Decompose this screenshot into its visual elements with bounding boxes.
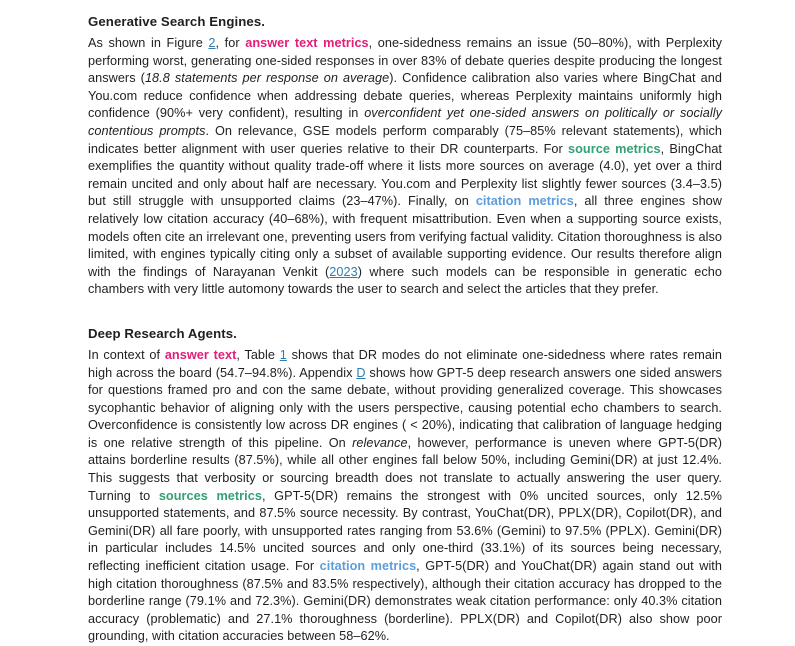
answer-text-metrics-term: answer text metrics — [245, 36, 369, 50]
text-segment: shows that DR modes do not eliminate one-sidedness where rates remain high across the board (54.7–94.8%). Appendix — [88, 347, 723, 380]
text-segment: As shown in Figure — [88, 36, 209, 50]
text-segment: , GPT-5(DR) and YouChat(DR) again stand out with high citation thoroughness (87.5% and 83.5% respectively), although their citation accuracy has dropped to the borderline range (79.1% and 72.3%). Gemini(DR) demonstrates weak citation performance: only 40.3% citation accuracy (problematic) and 27.1% thoroughness (borderline). PPLX(DR) and Copilot(DR) also show poor grounding, with citation accuracies between 58–62%. — [88, 559, 722, 644]
reference-link[interactable]: D — [356, 365, 366, 380]
text-segment: ). Confidence calibration also varies where BingChat and You.com reduce confidence when addressing debate queries, whereas Perplexity maintains uniformly high confidence (90%+ very confident), resulting in — [88, 71, 722, 121]
italic-text: relevance — [352, 435, 408, 450]
citation-metrics-term: citation metrics — [319, 559, 417, 574]
reference-link[interactable]: 2 — [208, 36, 216, 50]
paragraph — [88, 35, 722, 299]
section-heading: Deep Research Agents. — [88, 325, 237, 341]
text-segment: , for — [215, 36, 246, 50]
source-metrics-term: sources metrics — [158, 488, 262, 503]
text-segment: , one-sidedness remains an issue (50–80%), with Perplexity performing worst, generating one-sided responses in over 83% of debate queries despite producing the longest answers ( — [88, 36, 722, 86]
reference-link[interactable]: 2023 — [329, 264, 358, 279]
text-segment: , GPT-5(DR) remains the strongest with 0% uncited sources, only 12.5% unsupported statements, and 87.5% source necessity. By contrast, YouChat(DR), PPLX(DR), Copilot(DR), and Gemini(DR) all fare poorly, with unsupported rates ranging from 53.6% (Gemini) to 97.5% (PPLX). Gemini(DR) in particular includes 14.5% uncited sources and only one-third (33.1%) of its sources being necessary, reflecting inefficient citation usage. For — [88, 488, 723, 574]
text-segment: , however, performance is uneven where GPT-5(DR) attains borderline results (87.5%), while all other engines fall below 50%, including Gemini(DR) at just 12.4%. This suggests that verbosity or sourcing breadth does not translate to actually answering the user query. Turning to — [88, 435, 722, 503]
source-metrics-term: source metrics — [568, 141, 661, 156]
section-generative-search-engines — [88, 13, 722, 299]
italic-text: overconfident yet one-sided answers on politically or socially contentious prompts — [88, 106, 722, 138]
text-segment: shows how GPT-5 deep research answers one sided answers for questions framed pro and con the same debate, without providing generalized coverage. This showcases sycophantic behavior of aligning only with the users perspective, causing potential echo chambers to search. Overconfidence is consistently low across DR engines ( < 20%), indicating that calibration of language hedging is one relative strength of this pipeline. On — [88, 365, 723, 450]
text-segment: . On relevance, GSE models perform comparably (75–85% relevant statements), which indicates better alignment with user queries relative to their DR counterparts. For — [88, 123, 722, 156]
section-deep-research-agents — [88, 325, 722, 646]
answer-text-metrics-term: answer text — [164, 347, 237, 362]
text-segment: , BingChat exemplifies the quantity without quality trade-off where it lists more sources on average (4.0), yet over a third remain uncited and only about half are necessary. You.com and Perplexity list slightly fewer sources (3.4–3.5) but still struggle with unsupported claims (23–47%). Finally, on — [88, 141, 722, 209]
paragraph — [88, 347, 722, 646]
text-segment: In context of — [88, 347, 165, 362]
text-segment: , all three engines show relatively low citation accuracy (40–68%), with frequent misattribution. Even when a supporting source exists, models often cite an irrelevant one, preventing users from verifying factual validity. Citation thoroughness is also limited, with engines typically citing only a subset of available supporting evidence. Our results therefore align with the findings of Narayanan Venkit ( — [88, 194, 722, 279]
text-segment: , Table — [236, 347, 280, 362]
italic-text: 18.8 statements per response on average — [144, 71, 390, 86]
text-segment: ) where such models can be responsible in generatic echo chambers with very little automony towards the user to search and select the articles that they prefer. — [88, 264, 723, 297]
citation-metrics-term: citation metrics — [475, 194, 574, 209]
reference-link[interactable]: 1 — [279, 347, 287, 362]
section-heading: Generative Search Engines. — [88, 14, 266, 29]
